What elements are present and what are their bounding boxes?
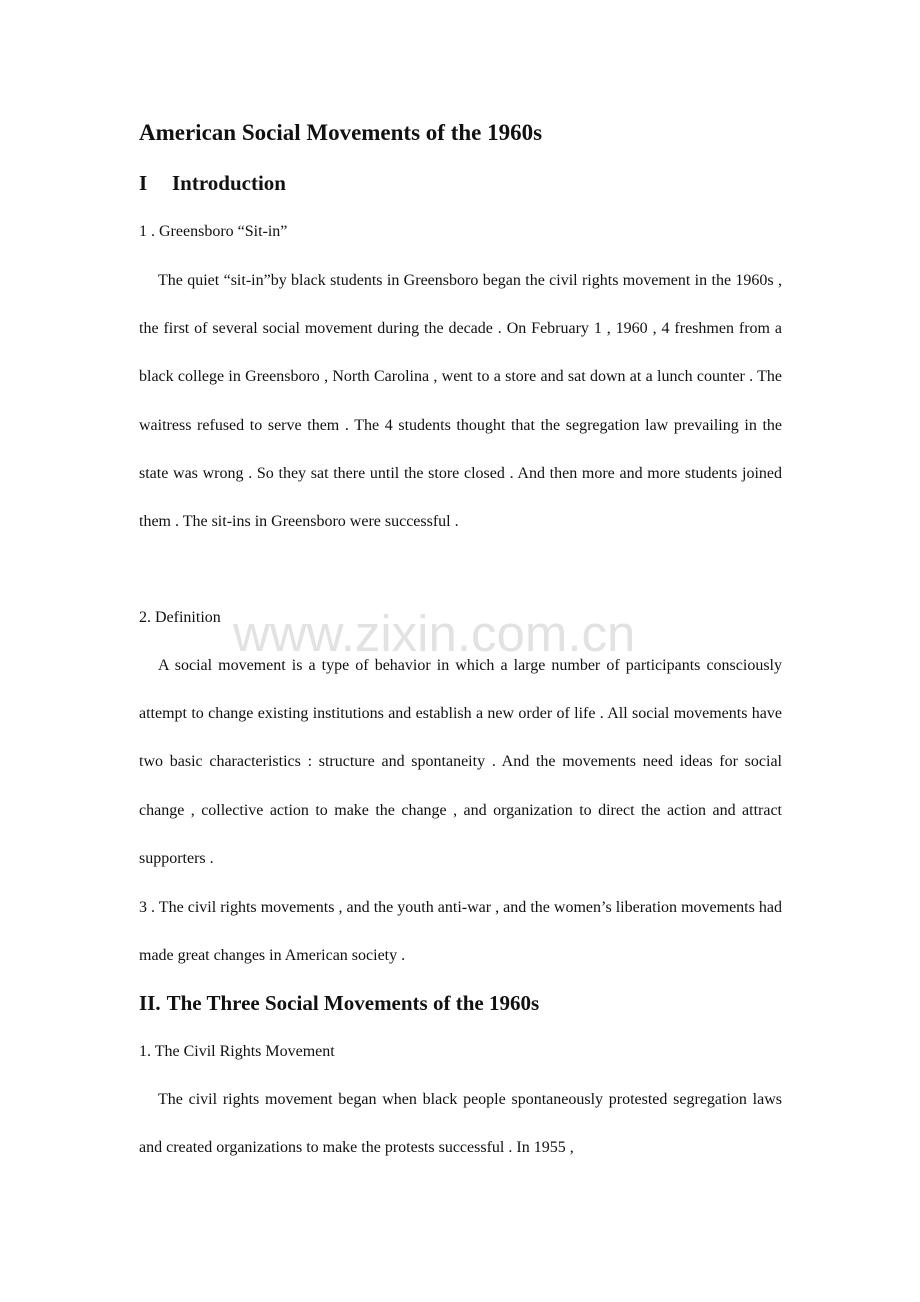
section-heading-introduction xyxy=(139,171,286,196)
section-heading-three-social-movements xyxy=(139,991,539,1016)
section-number: II. xyxy=(139,991,161,1015)
paragraph-greensboro-sit-in: The quiet “sit-in”by black students in Greensboro began the civil rights movement in the 1960s , the first of several social movement during the decade . On February 1 , 1960 , 4 freshmen from a black college in Greensboro , North Carolina , went to a store and sat down at a lunch counter . The waitress refused to serve them . The 4 students thought that the segregation law prevailing in the state was wrong . So they sat there until the store closed . And then more and more students joined them . The sit-ins in Greensboro were successful . xyxy=(139,272,782,531)
paragraph-three-movements: 3 . The civil rights movements , and the youth anti-war , and the women’s liberation movements had made great changes in American society . xyxy=(139,899,782,965)
section-title: Introduction xyxy=(172,171,286,195)
paragraph-civil-rights-movement: The civil rights movement began when black people spontaneously protested segregation laws and created organizations to make the protests successful . In 1955 , xyxy=(139,1091,782,1157)
paragraph-definition: A social movement is a type of behavior in which a large number of participants consciously attempt to change existing institutions and establish a new order of life . All social movements have two basic characteristics : structure and spontaneity . And the movements need ideas for social change , collective action to make the change , and organization to direct the action and attract supporters . xyxy=(139,657,782,867)
section-number: I xyxy=(139,171,148,195)
subheading-definition: 2. Definition xyxy=(139,609,221,626)
watermark: www.zixin.com.cn xyxy=(233,605,636,662)
subheading-civil-rights-movement: 1. The Civil Rights Movement xyxy=(139,1043,335,1060)
document-title: American Social Movements of the 1960s xyxy=(139,120,543,145)
subheading-greensboro-sit-in: 1 . Greensboro “Sit-in” xyxy=(139,223,288,240)
section-title: The Three Social Movements of the 1960s xyxy=(166,991,540,1015)
